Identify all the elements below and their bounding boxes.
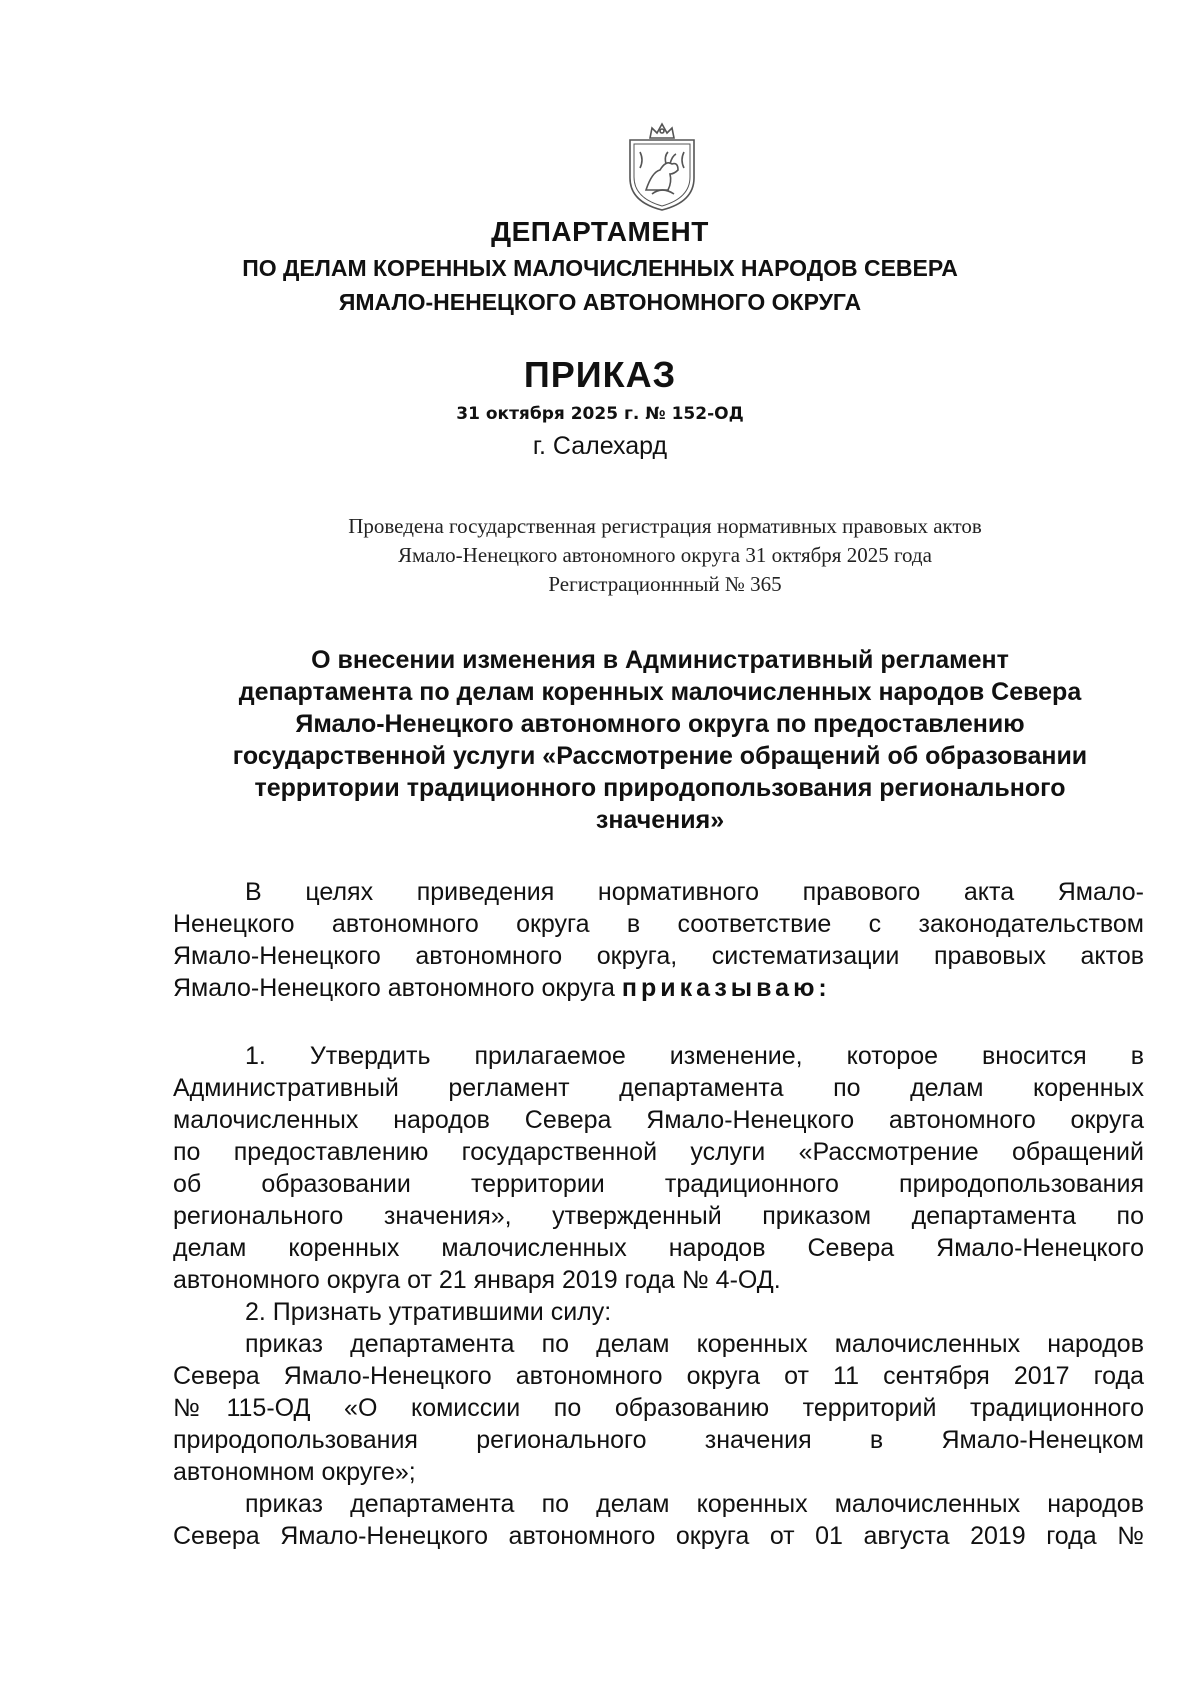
subject-line: территории традиционного природопользования регионального bbox=[254, 774, 1066, 802]
text-line: Севера Ямало-Ненецкого автономного округа от 01 августа 2019 года № bbox=[173, 1522, 1144, 1550]
order-word: приказываю: bbox=[621, 974, 831, 1002]
order-title: ПРИКАЗ bbox=[523, 354, 677, 395]
department-title: ДЕПАРТАМЕНТ bbox=[491, 216, 709, 247]
subject-line: О внесении изменения в Административный регламент bbox=[311, 646, 1009, 674]
text-line: приказ департамента по делам коренных малочисленных народов bbox=[245, 1330, 1144, 1358]
text-fragment: Ямало-Ненецкого автономного округа bbox=[173, 974, 615, 1002]
text-line: регионального значения», утвержденный приказом департамента по bbox=[173, 1202, 1144, 1230]
text-line: Севера Ямало-Ненецкого автономного округа от 11 сентября 2017 года bbox=[173, 1362, 1144, 1390]
registration-number: Регистрационнный № 365 bbox=[548, 572, 782, 596]
text-line: приказ департамента по делам коренных малочисленных народов bbox=[245, 1490, 1144, 1518]
text-line: Административный регламент департамента по делам коренных bbox=[173, 1074, 1144, 1102]
text-line: природопользования регионального значения в Ямало-Ненецком bbox=[173, 1426, 1144, 1454]
text-line: №115-ОД «О комиссии по образованию территорий традиционного bbox=[173, 1394, 1144, 1422]
text-line: 2. Признать утратившими силу: bbox=[245, 1298, 612, 1326]
text-line: об образовании территории традиционного природопользования bbox=[173, 1170, 1144, 1198]
text-line: Ненецкого автономного округа в соответствие с законодательством bbox=[173, 910, 1144, 938]
order-date-number: 31 октября 2025 г. № 152-ОД bbox=[456, 404, 744, 424]
text-line: автономного округа от 21 января 2019 года № 4-ОД. bbox=[173, 1266, 781, 1294]
registration-line: Проведена государственная регистрация нормативных правовых актов bbox=[348, 514, 982, 538]
subject-line: Ямало-Ненецкого автономного округа по предоставлению bbox=[295, 710, 1025, 738]
text-line: малочисленных народов Севера Ямало-Ненецкого автономного округа bbox=[173, 1106, 1144, 1134]
text-line: по предоставлению государственной услуги «Рассмотрение обращений bbox=[173, 1138, 1144, 1166]
order-city: г. Салехард bbox=[532, 432, 668, 460]
text-line: В целях приведения нормативного правового акта Ямало- bbox=[245, 878, 1144, 906]
subject-line: значения» bbox=[595, 806, 725, 834]
registration-line: Ямало-Ненецкого автономного округа 31 октября 2025 года bbox=[398, 543, 932, 567]
coat-of-arms-icon bbox=[622, 120, 702, 212]
text-line: автономном округе»; bbox=[173, 1458, 416, 1486]
subject-line: департамента по делам коренных малочисленных народов Севера bbox=[238, 678, 1082, 706]
text-line: делам коренных малочисленных народов Севера Ямало-Ненецкого bbox=[173, 1234, 1144, 1262]
text-line bbox=[173, 972, 1144, 1004]
department-region: ЯМАЛО-НЕНЕЦКОГО АВТОНОМНОГО ОКРУГА bbox=[338, 289, 862, 315]
subject-line: государственной услуги «Рассмотрение обращений об образовании bbox=[232, 742, 1088, 770]
department-subtitle: ПО ДЕЛАМ КОРЕННЫХ МАЛОЧИСЛЕННЫХ НАРОДОВ СЕВЕРА bbox=[242, 255, 958, 281]
text-line: Ямало-Ненецкого автономного округа, систематизации правовых актов bbox=[173, 942, 1144, 970]
text-line: 1. Утвердить прилагаемое изменение, которое вносится в bbox=[245, 1042, 1144, 1070]
